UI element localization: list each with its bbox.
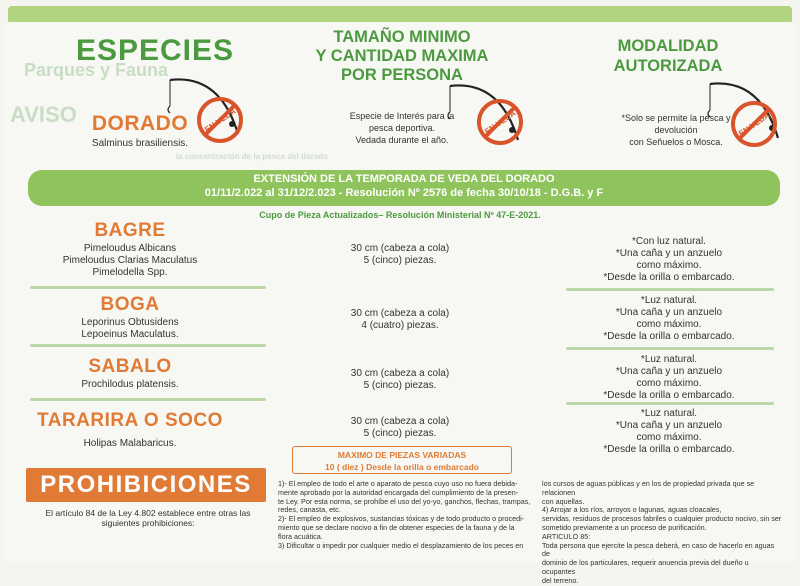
species-name: SABALO bbox=[88, 356, 172, 377]
species-scientific: Holipas Malabaricus. bbox=[83, 438, 177, 449]
species-scientific: Leporinus Obtusidens Lepoeinus Maculatus. bbox=[81, 317, 179, 340]
row-divider bbox=[566, 347, 774, 350]
prohibiciones-column-2: los cursos de aguas públicas y en los de propiedad privada que se relacionen con aquellas. 4) Arrojar a los ríos, arroyos o lagunas, aguas cloacales, servidas, residuos de procesos fabriles o cualquier producto nocivo, sin ser sometido previamente a un proceso de purificación. ARTICULO 85: Toda persona que ejercite la pesca deberá, en caso de hacerlo en aguas de dominio de los particulares, requerir anuencia previa del dueño u ocupantes del terreno. bbox=[542, 479, 782, 585]
species-name: BOGA bbox=[100, 294, 160, 315]
cupo-resolution: Cupo de Pieza Actualizados– Resolución Ministerial Nº 47-E-2021. bbox=[259, 210, 541, 220]
ghost-text-aviso: AVISO bbox=[10, 102, 77, 127]
dorado-modalidad: *Solo se permite la pesca y devolución con Señuelos o Mosca. bbox=[621, 113, 731, 147]
species-size: 30 cm (cabeza a cola) 4 (cuatro) piezas. bbox=[350, 308, 450, 331]
header-modalidad: MODALIDAD AUTORIZADA bbox=[613, 37, 723, 75]
banner-line-1: EXTENSIÓN DE LA TEMPORADA DE VEDA DEL DORADO bbox=[253, 173, 555, 185]
dorado-interest: Especie de Interés para la pesca deportiva. Vedada durante el año. bbox=[349, 111, 455, 145]
row-divider bbox=[566, 402, 774, 405]
prohibiciones-column-1: 1)- El empleo de todo el arte o aparato de pesca cuyo uso no fuera debida- mente aprobado por la autoridad encargada del cumplimiento de la presen- te Ley. Por esta norma, se prohíbe el uso del yo-yo, ganchos, flechas, trampas, redes, canasta, etc. 2)- El empleo de explosivos, sustancias tóxicas y de todo producto o procedi- miento que se declare nocivo a fin de obtener especies de la fauna y de la flora acuática. 3) Dificultar o impedir por cualquier medio el desplazamiento de los peces en bbox=[278, 479, 531, 550]
ghost-text-parques: Parques y Fauna bbox=[24, 60, 169, 80]
banner-line-2: 01/11/2.022 al 31/12/2.023 - Resolución Nº 2576 de fecha 30/10/18 - D.G.B. y F bbox=[204, 187, 604, 199]
veda-label: EN VEDA bbox=[483, 108, 518, 137]
row-divider bbox=[30, 286, 266, 289]
row-divider bbox=[30, 398, 266, 401]
species-modalidad: *Luz natural. *Una caña y un anzuelo como máximo. *Desde la orilla o embarcado. bbox=[603, 295, 735, 342]
header-especies: ESPECIES bbox=[75, 34, 235, 67]
row-divider bbox=[30, 344, 266, 347]
prohibiciones-intro: El artículo 84 de la Ley 4.802 establece entre otras las siguientes prohibiciones: bbox=[45, 508, 251, 528]
header-tamano: TAMAÑO MINIMO Y CANTIDAD MAXIMA POR PERSONA bbox=[315, 28, 489, 84]
species-name: BAGRE bbox=[94, 220, 166, 241]
species-modalidad: *Luz natural. *Una caña y un anzuelo como máximo. *Desde la orilla o embarcado. bbox=[603, 408, 735, 455]
species-size: 30 cm (cabeza a cola) 5 (cinco) piezas. bbox=[350, 368, 450, 391]
veda-label: EN VEDA bbox=[737, 110, 772, 139]
row-divider bbox=[566, 288, 774, 291]
species-size: 30 cm (cabeza a cola) 5 (cinco) piezas. bbox=[350, 416, 450, 439]
dorado-name: DORADO bbox=[91, 112, 189, 135]
ghost-text-concentracion: la concentración de la pesca del dorado bbox=[176, 152, 329, 161]
species-name: TARARIRA O SOCO bbox=[37, 410, 223, 431]
species-modalidad: *Con luz natural. *Una caña y un anzuelo como máximo. *Desde la orilla o embarcado. bbox=[603, 236, 735, 283]
max-pieces-detail: 10 ( diez ) Desde la orilla o embarcado bbox=[325, 462, 479, 472]
prohibiciones-title: PROHIBICIONES bbox=[26, 468, 266, 502]
species-scientific: Pimeloudus Albicans Pimeloudus Clarias Maculatus Pimelodella Spp. bbox=[62, 243, 198, 278]
veda-label: EN VEDA bbox=[203, 106, 238, 135]
species-modalidad: *Luz natural. *Una caña y un anzuelo como máximo. *Desde la orilla o embarcado. bbox=[603, 354, 735, 401]
no-fishing-icon bbox=[476, 98, 524, 146]
species-size: 30 cm (cabeza a cola) 5 (cinco) piezas. bbox=[350, 243, 450, 266]
max-pieces-title: MAXIMO DE PIEZAS VARIADAS bbox=[337, 450, 467, 460]
max-pieces-box bbox=[292, 446, 512, 474]
species-scientific: Prochilodus platensis. bbox=[81, 379, 179, 390]
no-fishing-icon bbox=[196, 96, 244, 144]
dorado-scientific: Salminus brasiliensis. bbox=[91, 138, 189, 149]
